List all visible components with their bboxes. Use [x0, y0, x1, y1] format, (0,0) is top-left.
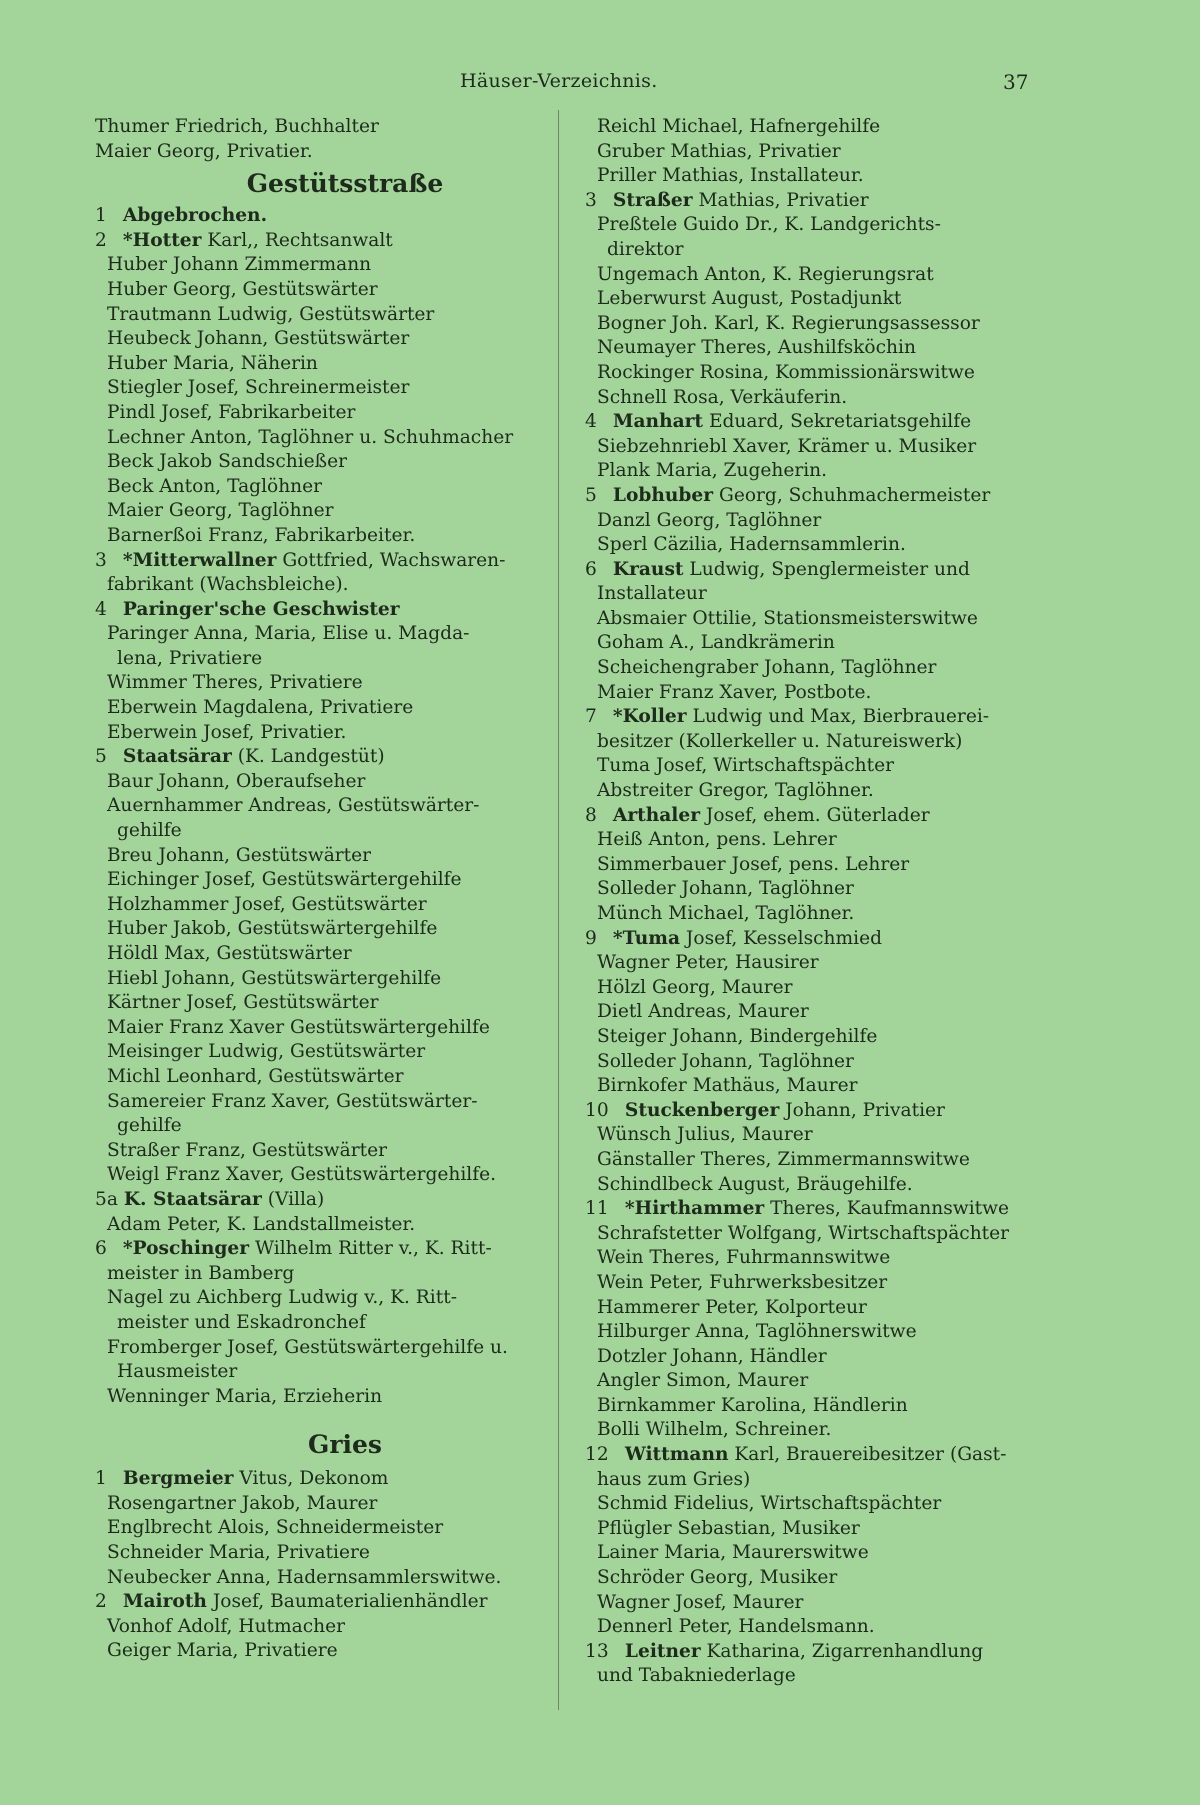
house-number: 13 [585, 1640, 609, 1662]
resident-line: Solleder Johann, Taglöhner [597, 878, 854, 900]
resident-line: Holzhammer Josef, Gestütswärter [107, 893, 427, 915]
owner-detail: Johann, Privatier [779, 1099, 945, 1121]
resident-line: Schindlbeck August, Bräugehilfe. [597, 1173, 913, 1195]
resident-line: Geiger Maria, Privatiere [107, 1640, 338, 1662]
resident-line: gehilfe [117, 1115, 182, 1137]
owner-detail: Josef, ehem. Güterlader [700, 804, 930, 826]
resident-line: Angler Simon, Maurer [597, 1370, 809, 1392]
house-number: 9 [585, 927, 597, 949]
owner-name: Kraust [612, 558, 684, 580]
resident-line: Maier Georg, Taglöhner [107, 500, 334, 522]
resident-line: Bogner Joh. Karl, K. Regierungsassessor [597, 312, 980, 334]
resident-line: Wenninger Maria, Erzieherin [107, 1385, 383, 1407]
house-number: 7 [585, 706, 597, 728]
house-number: 10 [585, 1099, 609, 1121]
left-column [95, 115, 585, 1664]
resident-line: Vonhof Adolf, Hutmacher [107, 1615, 346, 1637]
owner-name: K. Staatsärar [123, 1188, 262, 1210]
running-title: Häuser-Verzeichnis. [460, 70, 658, 92]
resident-line: Steiger Johann, Bindergehilfe [597, 1025, 878, 1047]
resident-line: Scheichengraber Johann, Taglöhner [597, 657, 937, 679]
resident-line: Hilburger Anna, Taglöhnerswitwe [597, 1321, 917, 1343]
page-number: 37 [1003, 70, 1029, 94]
resident-line: Adam Peter, K. Landstallmeister. [107, 1213, 416, 1235]
resident-line: Michl Leonhard, Gestütswärter [107, 1065, 404, 1087]
house-entry [95, 598, 585, 623]
house-entry [585, 1640, 1075, 1665]
owner-name: *Hotter [122, 229, 202, 251]
resident-line: Schröder Georg, Musiker [597, 1567, 838, 1589]
resident-line: Dietl Andreas, Maurer [597, 1001, 809, 1023]
resident-line: Birnkofer Mathäus, Maurer [597, 1075, 858, 1097]
resident-line: Maier Franz Xaver, Postbote. [597, 681, 872, 703]
owner-detail: (Villa) [261, 1188, 325, 1210]
resident-line: Tuma Josef, Wirtschaftspächter [597, 755, 894, 777]
resident-line: Bolli Wilhelm, Schreiner. [597, 1419, 832, 1441]
house-number: 5a [95, 1188, 118, 1210]
resident-line: Hiebl Johann, Gestütswärtergehilfe [107, 967, 442, 989]
owner-detail: Vitus, Dekonom [233, 1468, 389, 1490]
owner-detail: Katharina, Zigarrenhandlung [700, 1640, 984, 1662]
house-number: 1 [95, 1468, 107, 1490]
resident-line: Rosengartner Jakob, Maurer [107, 1492, 378, 1514]
house-entry [585, 1443, 1075, 1468]
resident-line: Straßer Franz, Gestütswärter [107, 1139, 387, 1161]
resident-line: Höldl Max, Gestütswärter [107, 943, 352, 964]
street-heading-gestuetsstrasse: Gestütsstraße [246, 169, 444, 199]
owner-name: *Tuma [612, 927, 681, 949]
resident-line: Weigl Franz Xaver, Gestütswärtergehilfe. [107, 1164, 497, 1186]
resident-line: Wein Theres, Fuhrmannswitwe [597, 1247, 891, 1269]
resident-line: Huber Johann Zimmermann [107, 254, 372, 276]
house-number: 3 [585, 189, 597, 211]
house-number: 5 [585, 484, 597, 506]
owner-detail: Ludwig und Max, Bierbrauerei- [686, 706, 990, 728]
house-entry [95, 204, 585, 229]
resident-line: meister in Bamberg [107, 1262, 295, 1284]
resident-line: Schmid Fidelius, Wirtschaftspächter [597, 1493, 942, 1515]
owner-detail: Karl,, Rechtsanwalt [201, 229, 393, 251]
owner-detail: Mathias, Privatier [692, 189, 869, 211]
owner-name: Straßer [612, 189, 693, 211]
resident-line: Abstreiter Gregor, Taglöhner. [597, 780, 874, 802]
house-number: 6 [585, 558, 597, 580]
resident-line: Heiß Anton, pens. Lehrer [597, 829, 837, 851]
house-number: 4 [95, 598, 107, 620]
house-entry [95, 745, 585, 770]
resident-line: Neubecker Anna, Hadernsammlerswitwe. [107, 1566, 502, 1588]
resident-line: fabrikant (Wachsbleiche). [107, 574, 349, 596]
owner-name: Stuckenberger [624, 1099, 780, 1121]
resident-line: Beck Jakob Sandschießer [107, 451, 347, 473]
resident-line: Rockinger Rosina, Kommissionärswitwe [597, 361, 975, 383]
resident-line: Hausmeister [117, 1361, 238, 1383]
resident-line: Wein Peter, Fuhrwerksbesitzer [597, 1271, 888, 1293]
resident-line: Neumayer Theres, Aushilfsköchin [597, 337, 916, 359]
resident-line: Auernhammer Andreas, Gestütswärter- [107, 795, 480, 817]
house-number: 12 [585, 1444, 609, 1466]
resident-line: Hölzl Georg, Maurer [597, 976, 793, 998]
owner-detail: Josef, Kesselschmied [680, 927, 883, 949]
resident-line: Beck Anton, Taglöhner [107, 475, 323, 497]
owner-name: Bergmeier [122, 1468, 234, 1490]
house-number: 4 [585, 411, 597, 433]
resident-line: Paringer Anna, Maria, Elise u. Magda- [107, 623, 470, 645]
owner-name: Mairoth [122, 1591, 207, 1613]
house-entry [95, 229, 585, 254]
resident-line: Gänstaller Theres, Zimmermannswitwe [597, 1148, 970, 1170]
resident-line: Samereier Franz Xaver, Gestütswärter- [107, 1090, 478, 1112]
owner-name: Manhart [612, 411, 704, 433]
resident-line: gehilfe [117, 820, 182, 842]
resident-line: Eichinger Josef, Gestütswärtergehilfe [107, 869, 462, 891]
resident-line: Absmaier Ottilie, Stationsmeisterswitwe [597, 607, 978, 629]
resident-line: Huber Jakob, Gestütswärtergehilfe [107, 918, 438, 940]
house-entry [585, 705, 1075, 730]
resident-line: Leberwurst August, Postadjunkt [597, 288, 902, 310]
list-item: Maier Georg, Privatier. [95, 140, 313, 162]
house-entry [585, 484, 1075, 509]
owner-name: *Mitterwallner [122, 549, 277, 571]
owner-detail: Wilhelm Ritter v., K. Ritt- [249, 1238, 492, 1260]
resident-line: Sperl Cäzilia, Hadernsammlerin. [597, 534, 906, 556]
house-number: 6 [95, 1238, 107, 1260]
resident-line: Maier Franz Xaver Gestütswärtergehilfe [107, 1016, 490, 1038]
resident-line: Wünsch Julius, Maurer [597, 1124, 813, 1146]
resident-line: Fromberger Josef, Gestütswärtergehilfe u. [107, 1336, 508, 1358]
owner-name: Abgebrochen. [122, 205, 268, 227]
resident-line: Eberwein Magdalena, Privatiere [107, 697, 414, 719]
resident-line: Wagner Josef, Maurer [597, 1591, 804, 1613]
resident-line: Münch Michael, Taglöhner. [597, 903, 855, 924]
resident-line: Pflügler Sebastian, Musiker [597, 1517, 860, 1539]
resident-line: Lainer Maria, Maurerswitwe [597, 1542, 869, 1564]
resident-line: Plank Maria, Zugeherin. [597, 460, 828, 482]
resident-line: und Tabakniederlage [597, 1665, 796, 1687]
owner-detail: Ludwig, Spenglermeister und [683, 558, 970, 580]
resident-line: Gruber Mathias, Privatier [597, 140, 841, 162]
resident-line: Solleder Johann, Taglöhner [597, 1050, 854, 1072]
resident-line: Huber Maria, Näherin [107, 352, 318, 374]
page-header [0, 70, 1200, 100]
house-entry [585, 410, 1075, 435]
resident-line: Breu Johann, Gestütswärter [107, 844, 372, 866]
resident-line: lena, Privatiere [117, 647, 263, 669]
resident-line: Reichl Michael, Hafnergehilfe [597, 116, 881, 137]
owner-detail: Josef, Baumaterialienhändler [206, 1591, 488, 1613]
resident-line: Nagel zu Aichberg Ludwig v., K. Ritt- [107, 1287, 457, 1309]
resident-line: Dotzler Johann, Händler [597, 1345, 827, 1367]
house-entry [585, 804, 1075, 829]
right-column [585, 115, 1075, 1689]
owner-detail: Georg, Schuhmachermeister [713, 484, 991, 506]
house-entry [585, 1099, 1075, 1124]
house-number: 5 [95, 746, 107, 768]
resident-line: besitzer (Kollerkeller u. Natureiswerk) [597, 730, 963, 752]
owner-detail: Theres, Kaufmannswitwe [764, 1198, 1010, 1220]
list-item: Thumer Friedrich, Buchhalter [95, 116, 379, 137]
resident-line: Barnerßoi Franz, Fabrikarbeiter. [107, 524, 416, 546]
owner-name: *Poschinger [122, 1238, 250, 1260]
resident-line: meister und Eskadronchef [117, 1311, 366, 1333]
resident-line: Simmerbauer Josef, pens. Lehrer [597, 853, 910, 875]
resident-line: Ungemach Anton, K. Regierungsrat [597, 263, 934, 285]
house-entry [585, 927, 1075, 952]
resident-line: Wimmer Theres, Privatiere [107, 672, 363, 694]
resident-line: Siebzehnriebl Xaver, Krämer u. Musiker [597, 435, 977, 457]
resident-line: direktor [607, 238, 684, 260]
resident-line: Schnell Rosa, Verkäuferin. [597, 386, 848, 408]
resident-line: Hammerer Peter, Kolporteur [597, 1296, 867, 1318]
resident-line: Kärtner Josef, Gestütswärter [107, 992, 379, 1014]
house-entry [585, 1197, 1075, 1222]
house-number: 8 [585, 804, 597, 826]
resident-line: Meisinger Ludwig, Gestütswärter [107, 1041, 426, 1063]
resident-line: Wagner Peter, Hausirer [597, 952, 819, 974]
resident-line: Baur Johann, Oberaufseher [107, 770, 366, 792]
house-entry [95, 1237, 585, 1262]
house-number: 2 [95, 1591, 107, 1613]
house-number: 3 [95, 549, 107, 571]
owner-name: *Hirthammer [624, 1198, 765, 1220]
house-entry [585, 558, 1075, 583]
resident-line: Preßtele Guido Dr., K. Landgerichts- [597, 214, 941, 236]
resident-line: Heubeck Johann, Gestütswärter [107, 328, 410, 350]
resident-line: Huber Georg, Gestütswärter [107, 278, 378, 300]
house-entry [95, 549, 585, 574]
owner-name: Wittmann [624, 1444, 729, 1466]
owner-name: Paringer'sche Geschwister [122, 598, 400, 620]
owner-name: Arthaler [612, 804, 700, 826]
house-entry [585, 189, 1075, 214]
resident-line: haus zum Gries) [597, 1468, 751, 1490]
resident-line: Trautmann Ludwig, Gestütswärter [107, 303, 435, 325]
resident-line: Pindl Josef, Fabrikarbeiter [107, 401, 356, 423]
resident-line: Schneider Maria, Privatiere [107, 1542, 370, 1564]
resident-line: Lechner Anton, Taglöhner u. Schuhmacher [107, 426, 514, 448]
resident-line: Goham A., Landkrämerin [597, 632, 835, 654]
resident-line: Dennerl Peter, Handelsmann. [597, 1616, 875, 1638]
owner-detail: (K. Landgestüt) [231, 746, 385, 768]
owner-name: Leitner [624, 1640, 701, 1662]
house-entry [95, 1188, 585, 1213]
owner-detail: Eduard, Sekretariatsgehilfe [703, 411, 972, 433]
house-entry [95, 1590, 585, 1615]
house-number: 11 [585, 1198, 609, 1220]
owner-name: Staatsärar [122, 746, 232, 768]
resident-line: Englbrecht Alois, Schneidermeister [107, 1517, 444, 1539]
resident-line: Danzl Georg, Taglöhner [597, 509, 822, 531]
resident-line: Eberwein Josef, Privatier. [107, 721, 347, 743]
street-heading-gries: Gries [308, 1430, 382, 1460]
house-number: 2 [95, 229, 107, 251]
resident-line: Birnkammer Karolina, Händlerin [597, 1394, 908, 1416]
resident-line: Priller Mathias, Installateur. [597, 165, 864, 187]
house-entry [95, 1467, 585, 1492]
resident-line: Stiegler Josef, Schreinermeister [107, 377, 410, 399]
owner-name: *Koller [612, 706, 687, 728]
owner-detail: Gottfried, Wachswaren- [276, 549, 506, 571]
owner-name: Lobhuber [612, 484, 714, 506]
resident-line: Schrafstetter Wolfgang, Wirtschaftspächter [597, 1222, 1010, 1244]
owner-detail: Karl, Brauereibesitzer (Gast- [728, 1444, 1007, 1466]
house-number: 1 [95, 205, 107, 227]
resident-line: Installateur [597, 583, 707, 605]
